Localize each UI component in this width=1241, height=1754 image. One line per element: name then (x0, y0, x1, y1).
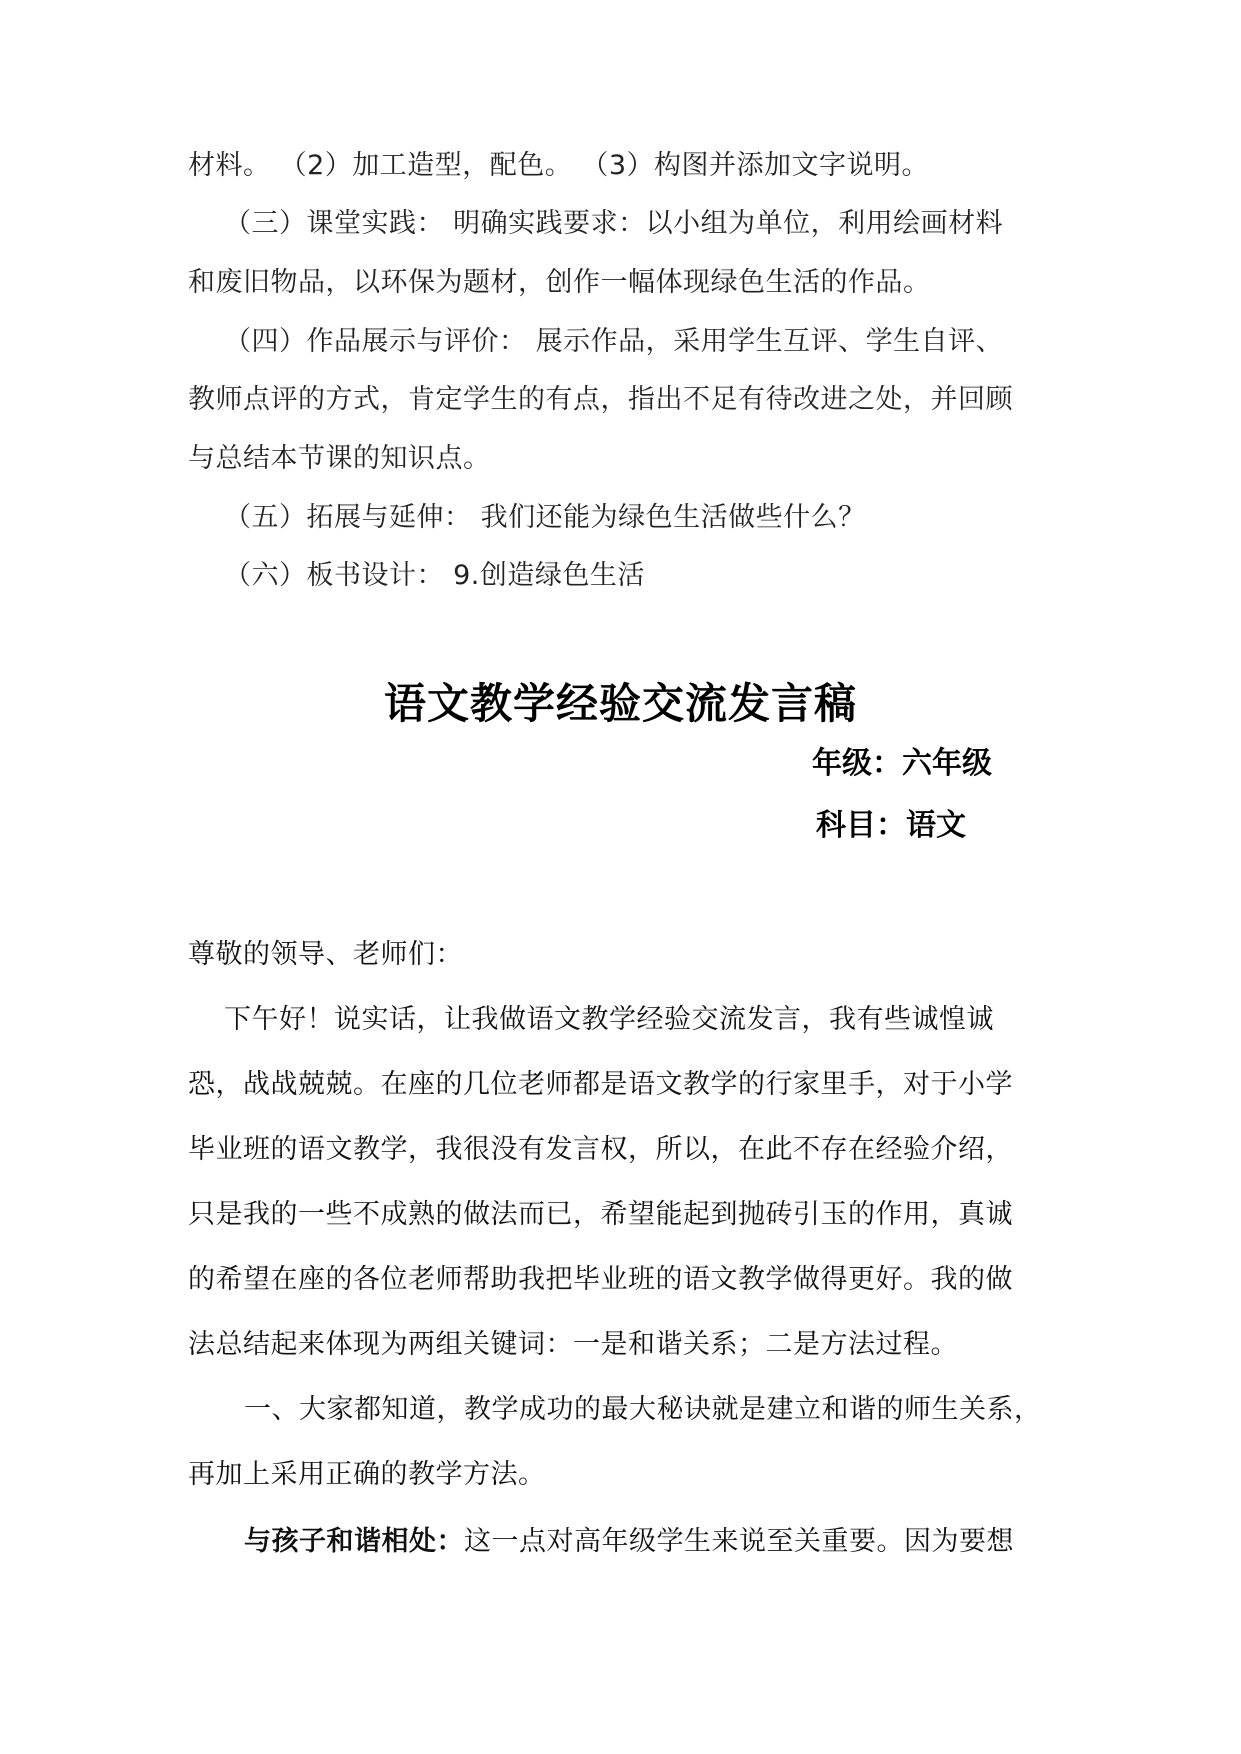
grade-label: 年级：六年级 (812, 746, 992, 781)
last-paragraph-text: 这一点对高年级学生来说至关重要。因为要想 (464, 1526, 1014, 1557)
prev-section-line-3: 和废旧物品，以环保为题材，创作一幅体现绿色生活的作品。 (188, 267, 931, 298)
bold-lead-phrase: 与孩子和谐相处： (244, 1526, 464, 1557)
prev-section-line-2: （三）课堂实践： 明确实践要求：以小组为单位，利用绘画材料 (224, 208, 1004, 239)
body-line-5: 的希望在座的各位老师帮助我把毕业班的语文教学做得更好。我的做 (188, 1264, 1013, 1295)
prev-section-line-5: 教师点评的方式，肯定学生的有点，指出不足有待改进之处，并回顾 (188, 384, 1013, 415)
article-title: 语文教学经验交流发言稿 (383, 679, 857, 728)
prev-section-line-6: 与总结本节课的知识点。 (188, 443, 491, 474)
body-line-3: 毕业班的语文教学，我很没有发言权，所以，在此不存在经验介绍， (188, 1134, 1013, 1165)
subject-label: 科目：语文 (816, 808, 966, 843)
last-paragraph-line (244, 1522, 1014, 1562)
body-line-8: 再加上采用正确的教学方法。 (188, 1459, 546, 1490)
body-line-6: 法总结起来体现为两组关键词：一是和谐关系；二是方法过程。 (188, 1329, 958, 1360)
body-line-4: 只是我的一些不成熟的做法而已，希望能起到抛砖引玉的作用，真诚 (188, 1199, 1013, 1230)
prev-section-line-1: 材料。 （2）加工造型，配色。 （3）构图并添加文字说明。 (188, 150, 930, 181)
prev-section-line-8: （六）板书设计： 9.创造绿色生活 (224, 560, 645, 591)
body-line-1: 下午好！说实话，让我做语文教学经验交流发言，我有些诚惶诚 (224, 1004, 994, 1035)
prev-section-line-4: （四）作品展示与评价： 展示作品，采用学生互评、学生自评、 (224, 326, 1004, 357)
body-line-2: 恐，战战兢兢。在座的几位老师都是语文教学的行家里手，对于小学 (188, 1069, 1013, 1100)
body-line-7: 一、大家都知道，教学成功的最大秘诀就是建立和谐的师生关系， (244, 1394, 1042, 1425)
prev-section-line-7: （五）拓展与延伸： 我们还能为绿色生活做些什么？ (224, 502, 866, 533)
salutation: 尊敬的领导、老师们： (188, 939, 463, 970)
